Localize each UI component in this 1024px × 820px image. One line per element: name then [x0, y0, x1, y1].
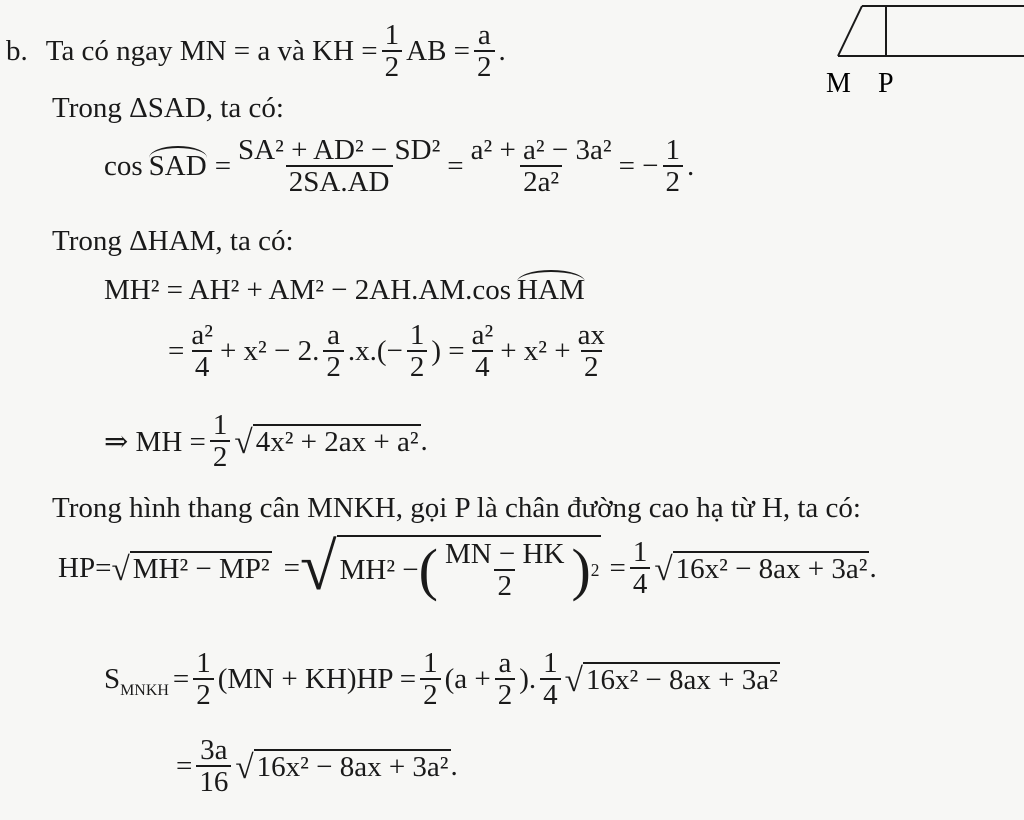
area-symbol: $S_{MNKH}$: [104, 662, 169, 699]
line-10: $S_{MNKH}$ = $\frac{1}{2}$ (MN + KH)HP = $\frac{1}{2}$ (a + $\frac{a}{2}$ ). $\frac{1}{4}$ √ 16x² − 8ax + 3a²: [104, 647, 778, 712]
square-root: √ 4x² + 2ax + a²: [234, 423, 419, 461]
line-4: Trong ΔHAM, ta có:: [52, 225, 294, 257]
fraction: $\frac{\text{a² + a² − 3a²}}{\text{2a²}}$: [470, 134, 612, 199]
line-11: = $\frac{3a}{16}$ √ 16x² − 8ax + 3a² .: [176, 734, 458, 799]
line-1: b. Ta có ngay MN = a và KH = $\frac{1}{2}$ AB = $\frac{a}{2}$ .: [6, 19, 506, 84]
fraction: $\frac{1}{2}$: [193, 648, 214, 711]
fraction: $\frac{\text{a²}}{4}$: [191, 319, 213, 384]
square-root: √ 16x² − 8ax + 3a²: [564, 661, 778, 699]
line-5: MH² = AH² + AM² − 2AH.AM.cos HAM: [104, 274, 585, 306]
line-7: ⇒ MH = $\frac{1}{2}$ √ 4x² + 2ax + a² .: [104, 409, 428, 474]
fraction: $\frac{a}{2}$: [495, 648, 516, 711]
fraction: $\frac{1}{2}$: [382, 20, 403, 83]
fraction: $\frac{\text{SA² + AD² − SD²}}{2SA.AD}$: [238, 134, 441, 199]
point-p-label: P: [878, 68, 894, 99]
fraction: $\frac{a}{2}$: [474, 20, 495, 83]
line-8: Trong hình thang cân MNKH, gọi P là chân đường cao hạ từ H, ta có:: [52, 492, 861, 524]
fraction: $\frac{1}{2}$: [663, 135, 684, 198]
fraction: $\frac{ax}{2}$: [577, 319, 605, 384]
trapezoid-figure: [820, 0, 1024, 100]
line-2: Trong ΔSAD, ta có:: [52, 92, 284, 124]
line-9: HP= √ MH² − MP² = √ MH² − ( $\frac{MN - HK}{2}$ ) 2 = $\frac{1}{4}$ √ 16x² − 8ax + 3a² .: [58, 531, 877, 605]
fraction: $\frac{1}{4}$: [630, 537, 651, 600]
line-6: = $\frac{\text{a²}}{4}$ + x² − 2. $\frac{a}{2}$ .x.(− $\frac{1}{2}$ ) = $\frac{\text{a²}}{4}$ + x² + $\frac{ax}{2}$: [168, 320, 612, 383]
line-3: cos SAD = $\frac{\text{SA² + AD² − SD²}}{2SA.AD}$ = $\frac{\text{a² + a² − 3a²}}{\text{2a²}}$ = − $\frac{1}{2}$ .: [104, 134, 695, 199]
fraction: $\frac{a}{2}$: [323, 320, 344, 383]
fraction: $\frac{1}{2}$: [420, 648, 441, 711]
point-m-label: M: [826, 68, 851, 99]
fraction: $\frac{1}{2}$: [407, 320, 428, 383]
square-root: √ MH² − MP²: [111, 550, 270, 588]
square-root: √ 16x² − 8ax + 3a²: [654, 550, 868, 588]
square-root: √ 16x² − 8ax + 3a²: [235, 748, 449, 786]
square-root-large: √ MH² − ( $\frac{MN - HK}{2}$ ) 2: [299, 531, 600, 605]
fraction: $\frac{1}{4}$: [540, 648, 561, 711]
fraction: $\frac{3a}{16}$: [196, 735, 231, 798]
fraction: $\frac{\text{a²}}{4}$: [471, 319, 494, 384]
fraction: $\frac{MN - HK}{2}$: [444, 538, 565, 603]
part-b-label: b.: [6, 34, 28, 67]
fraction: $\frac{1}{2}$: [210, 410, 231, 473]
